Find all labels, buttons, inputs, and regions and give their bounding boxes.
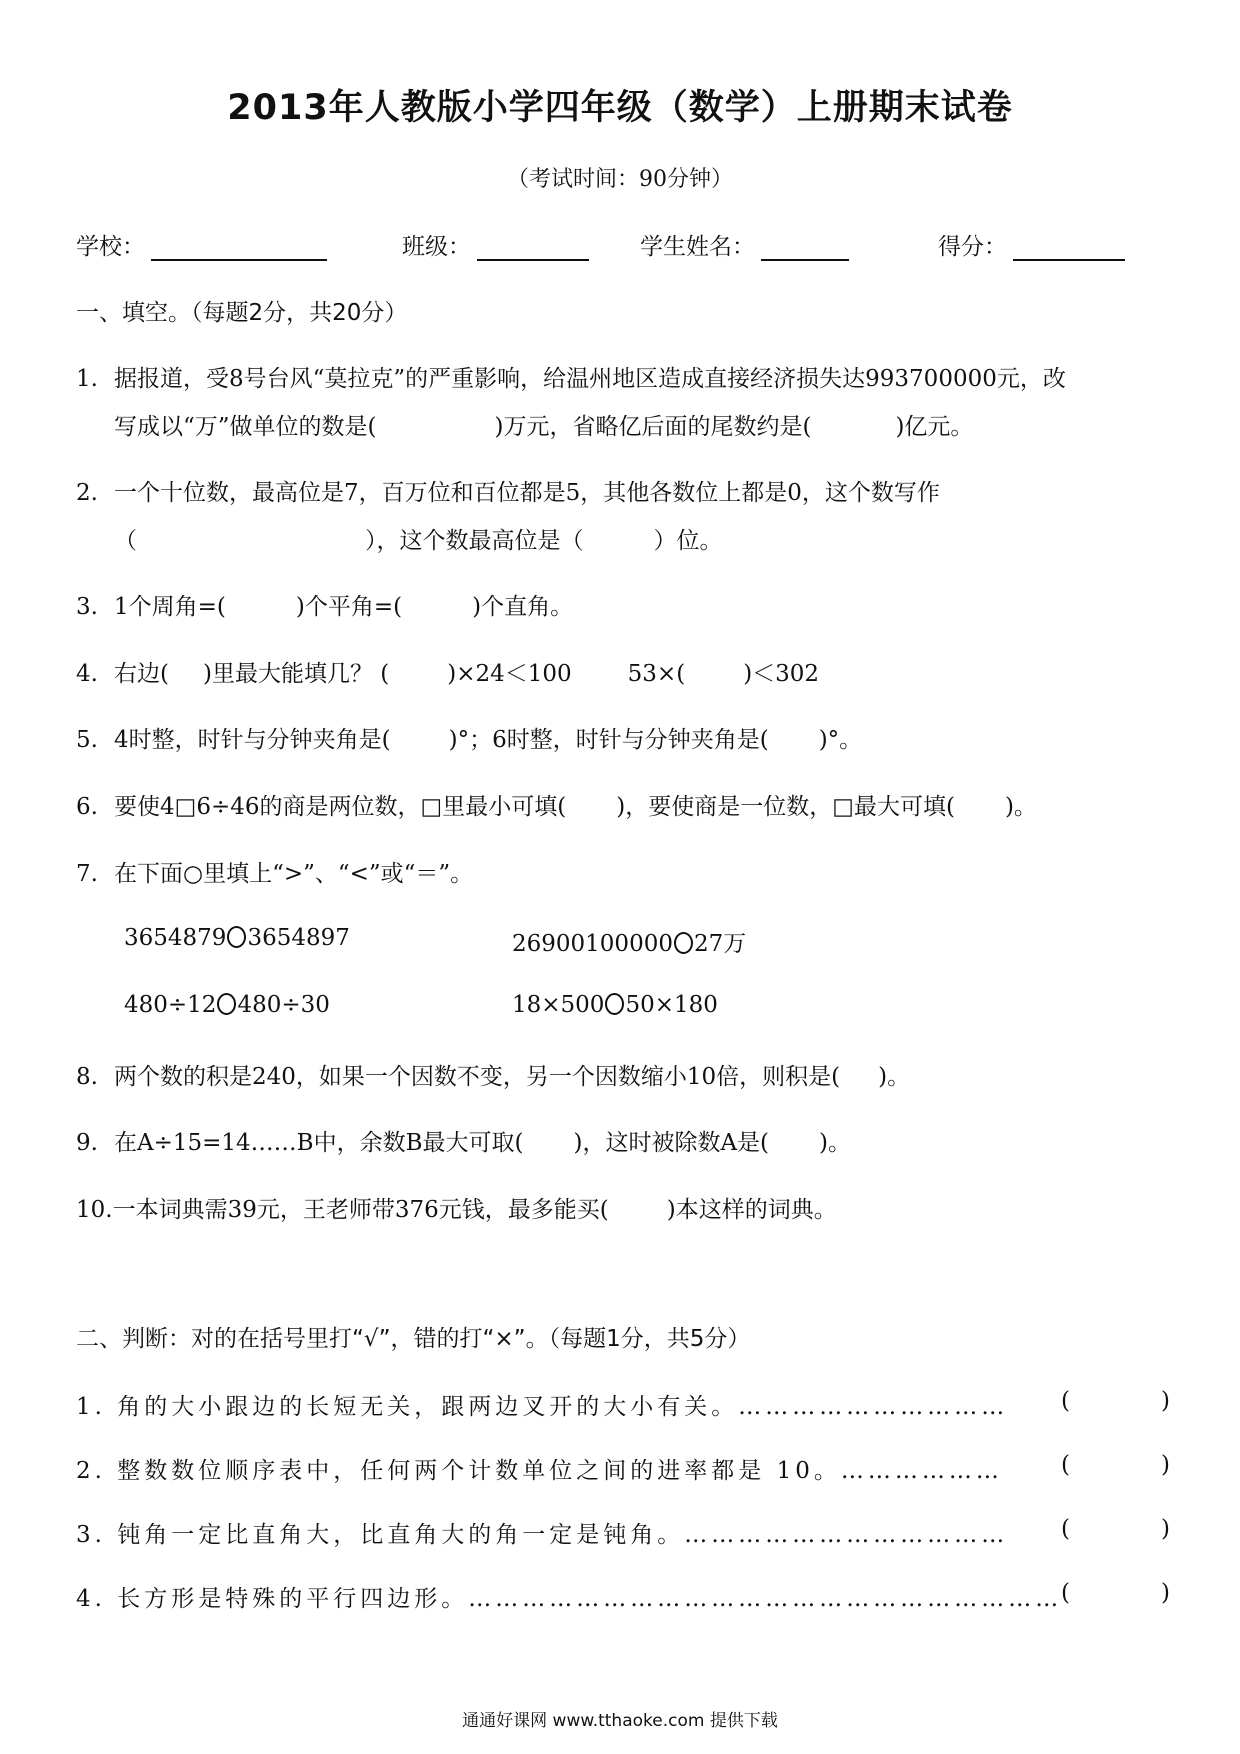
comparison-item [512,925,746,958]
school-blank[interactable] [151,233,327,261]
comparison-circle[interactable] [217,993,236,1015]
comparison-circle[interactable] [674,932,693,954]
answer-bracket-left[interactable]: ( [1061,1516,1070,1542]
question-number: 3. [76,594,98,620]
question-text: )＜302 [743,661,820,687]
judge-text: 钝角一定比直角大，比直角大的角一定是钝角。……………………………… [117,1522,1009,1548]
question-8 [76,1058,910,1091]
question-text: ），这个数最高位是（ [365,528,584,554]
answer-bracket-right[interactable]: ) [1161,1388,1170,1414]
question-text: 右边( [114,661,169,687]
comparison-item [124,925,350,951]
question-1 [76,360,1066,393]
question-number: 9. [76,1130,98,1156]
question-text: （ [114,528,137,554]
question-text: )°；6时整，时针与分钟夹角是( [448,727,769,753]
answer-bracket-right[interactable]: ) [1161,1452,1170,1478]
question-number: 2. [76,480,98,506]
question-text: 1个周角=( [114,594,226,620]
student-info-row [0,228,1240,262]
page-title: 2013年人教版小学四年级（数学）上册期末试卷 [227,88,1013,128]
question-7 [76,855,473,888]
question-number: 8. [76,1064,98,1090]
judge-item-4 [76,1580,1170,1613]
judge-item-2 [76,1452,1170,1485]
question-text: 4时整，时针与分钟夹角是( [114,727,391,753]
score-field [938,228,1125,261]
footer-source: 通通好课网 www.tthaoke.com 提供下载 [462,1711,778,1731]
question-10 [76,1191,837,1224]
question-number: 4. [76,661,98,687]
question-text: )，要使商是一位数，□最大可填( [616,794,955,820]
comparison-left: 480÷12 [124,992,217,1018]
question-text: 据报道，受8号台风“莫拉克”的严重影响，给温州地区造成直接经济损失达993700000元，改 [114,366,1066,392]
comparison-circle[interactable] [227,926,246,948]
question-text: )°。 [818,727,863,753]
section2-heading: 二、判断：对的在括号里打“√”，错的打“×”。（每题1分，共5分） [76,1326,751,1352]
comparison-right: 50×180 [625,992,718,1018]
answer-bracket-left[interactable]: ( [1061,1452,1070,1478]
question-text: )本这样的词典。 [666,1197,837,1223]
question-text: ）位。 [653,528,723,554]
question-text: 一本词典需39元，王老师带376元钱，最多能买( [112,1197,609,1223]
comparison-circle[interactable] [605,993,624,1015]
score-label: 得分： [938,234,1007,260]
name-field [640,228,849,261]
question-number: 6. [76,794,98,820]
comparison-right: 480÷30 [237,992,330,1018]
comparison-item [124,992,330,1018]
question-number: 5. [76,727,98,753]
judge-number: 2. [76,1458,106,1484]
class-blank[interactable] [477,233,589,261]
question-text: )。 [1004,794,1037,820]
name-label: 学生姓名： [640,234,755,260]
judge-text: 整数数位顺序表中，任何两个计数单位之间的进率都是 10。……………… [117,1458,1003,1484]
question-text: )里最大能填几？ ( [202,661,390,687]
comparison-left: 18×500 [512,992,605,1018]
judge-item-3 [76,1516,1170,1549]
school-label: 学校： [76,234,145,260]
question-9 [76,1124,851,1157]
comparison-left: 26900100000 [512,931,673,957]
question-number: 7. [76,861,98,887]
comparison-item [512,992,718,1018]
question-5 [76,721,862,754]
question-text: )个直角。 [472,594,574,620]
answer-bracket-left[interactable]: ( [1061,1580,1070,1606]
name-blank[interactable] [761,233,849,261]
question-text: )。 [819,1130,852,1156]
question-3 [76,588,573,621]
judge-number: 3. [76,1522,106,1548]
question-4 [76,655,819,688]
comparison-right: 3654897 [247,925,350,951]
answer-bracket-left[interactable]: ( [1061,1388,1070,1414]
class-label: 班级： [402,234,471,260]
answer-bracket-right[interactable]: ) [1161,1580,1170,1606]
judge-item-1 [76,1388,1170,1421]
question-text: )个平角=( [295,594,403,620]
answer-bracket-right[interactable]: ) [1161,1516,1170,1542]
question-text: 53×( [627,661,686,687]
judge-number: 4. [76,1586,106,1612]
section1-heading: 一、填空。（每题2分，共20分） [76,300,408,326]
question-text: 一个十位数，最高位是7，百万位和百位都是5，其他各数位上都是0，这个数写作 [114,480,940,506]
exam-duration: （考试时间：90分钟） [507,167,733,192]
question-2-line2 [114,522,723,555]
score-blank[interactable] [1013,233,1125,261]
class-field [402,228,589,261]
judge-text: 长方形是特殊的平行四边形。………………………………………………………… [117,1586,1063,1612]
question-text: )万元，省略亿后面的尾数约是( [494,414,812,440]
question-2 [76,474,940,507]
question-text: )×24＜100 [447,661,572,687]
question-text: 要使4□6÷46的商是两位数，□里最小可填( [114,794,567,820]
comparison-left: 3654879 [124,925,227,951]
question-1-line2 [114,408,973,441]
question-number: 1. [76,366,98,392]
question-text: 写成以“万”做单位的数是( [114,414,377,440]
judge-number: 1. [76,1394,106,1420]
school-field [76,228,327,261]
question-text: 在下面○里填上“>”、“<”或“＝”。 [114,861,474,887]
comparison-right: 27万 [693,931,747,957]
question-text: 在A÷15=14……B中，余数B最大可取( [114,1130,524,1156]
judge-text: 角的大小跟边的长短无关，跟两边叉开的大小有关。………………………… [117,1394,1009,1420]
question-text: )，这时被除数A是( [573,1130,770,1156]
question-text: 两个数的积是240，如果一个因数不变，另一个因数缩小10倍，则积是( [114,1064,841,1090]
question-6 [76,788,1037,821]
question-text: )。 [878,1064,911,1090]
question-text: )亿元。 [895,414,974,440]
question-number: 10. [76,1197,113,1223]
